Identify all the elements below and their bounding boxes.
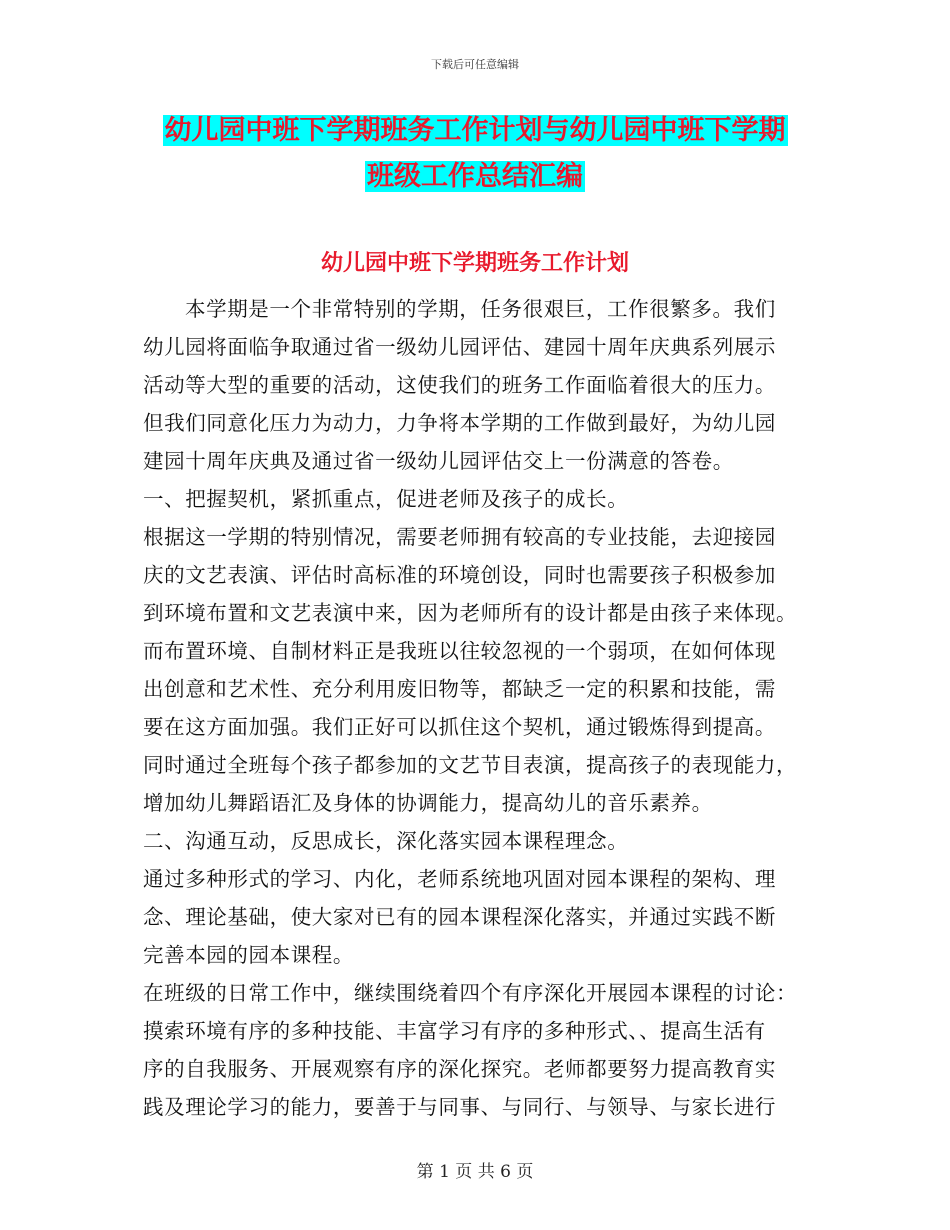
- paragraph-line: 到环境布置和文艺表演中来，因为老师所有的设计都是由孩子来体现。: [143, 601, 798, 625]
- paragraph-line: 通过多种形式的学习、内化，老师系统地巩固对园本课程的架构、理: [143, 867, 776, 891]
- paragraph-line: 践及理论学习的能力，要善于与同事、与同行、与领导、与家长进行: [143, 1095, 776, 1119]
- section-heading-2: 二、沟通互动，反思成长，深化落实园本课程理念。: [143, 829, 629, 853]
- paragraph-line: 但我们同意化压力为动力，力争将本学期的工作做到最好，为幼儿园: [143, 411, 776, 435]
- paragraph-line: 根据这一学期的特别情况，需要老师拥有较高的专业技能，去迎接园: [143, 525, 776, 549]
- title-line-1: 幼儿园中班下学期班务工作计划与幼儿园中班下学期: [164, 115, 786, 146]
- paragraph-line: 增加幼儿舞蹈语汇及身体的协调能力，提高幼儿的音乐素养。: [143, 791, 713, 815]
- section-title: 幼儿园中班下学期班务工作计划: [320, 251, 629, 276]
- section-heading-1: 一、把握契机，紧抓重点，促进老师及孩子的成长。: [143, 487, 629, 511]
- paragraph-line: 念、理论基础，使大家对已有的园本课程深化落实，并通过实践不断: [143, 905, 776, 929]
- paragraph-line: 而布置环境、自制材料正是我班以往较忽视的一个弱项，在如何体现: [143, 639, 776, 663]
- paragraph-line: 活动等大型的重要的活动，这使我们的班务工作面临着很大的压力。: [143, 373, 776, 397]
- paragraph-line: 同时通过全班每个孩子都参加的文艺节目表演，提高孩子的表现能力，: [143, 753, 798, 777]
- paragraph-line: 庆的文艺表演、评估时高标准的环境创设，同时也需要孩子积极参加: [143, 563, 776, 587]
- paragraph-line: 完善本园的园本课程。: [143, 943, 354, 967]
- paragraph-line: 序的自我服务、开展观察有序的深化探究。老师都要努力提高教育实: [143, 1057, 776, 1081]
- paragraph-line: 建园十周年庆典及通过省一级幼儿园评估交上一份满意的答卷。: [143, 449, 734, 473]
- paragraph-line: 出创意和艺术性、充分利用废旧物等，都缺乏一定的积累和技能，需: [143, 677, 776, 701]
- title-line-2: 班级工作总结汇编: [367, 161, 583, 192]
- paragraph-line: 幼儿园将面临争取通过省一级幼儿园评估、建园十周年庆典系列展示: [143, 335, 776, 359]
- page-footer: 第 1 页 共 6 页: [416, 1162, 534, 1182]
- paragraph-line: 摸索环境有序的多种技能、丰富学习有序的多种形式、、提高生活有: [143, 1019, 766, 1043]
- body-text: [143, 290, 807, 1126]
- paragraph-line: 本学期是一个非常特别的学期，任务很艰巨，工作很繁多。我们: [185, 297, 776, 321]
- document-title: [145, 108, 805, 200]
- header-note: 下载后可任意编辑: [431, 58, 519, 71]
- paragraph-line: 在班级的日常工作中，继续围绕着四个有序深化开展园本课程的讨论：: [143, 981, 798, 1005]
- paragraph-line: 要在这方面加强。我们正好可以抓住这个契机，通过锻炼得到提高。: [143, 715, 776, 739]
